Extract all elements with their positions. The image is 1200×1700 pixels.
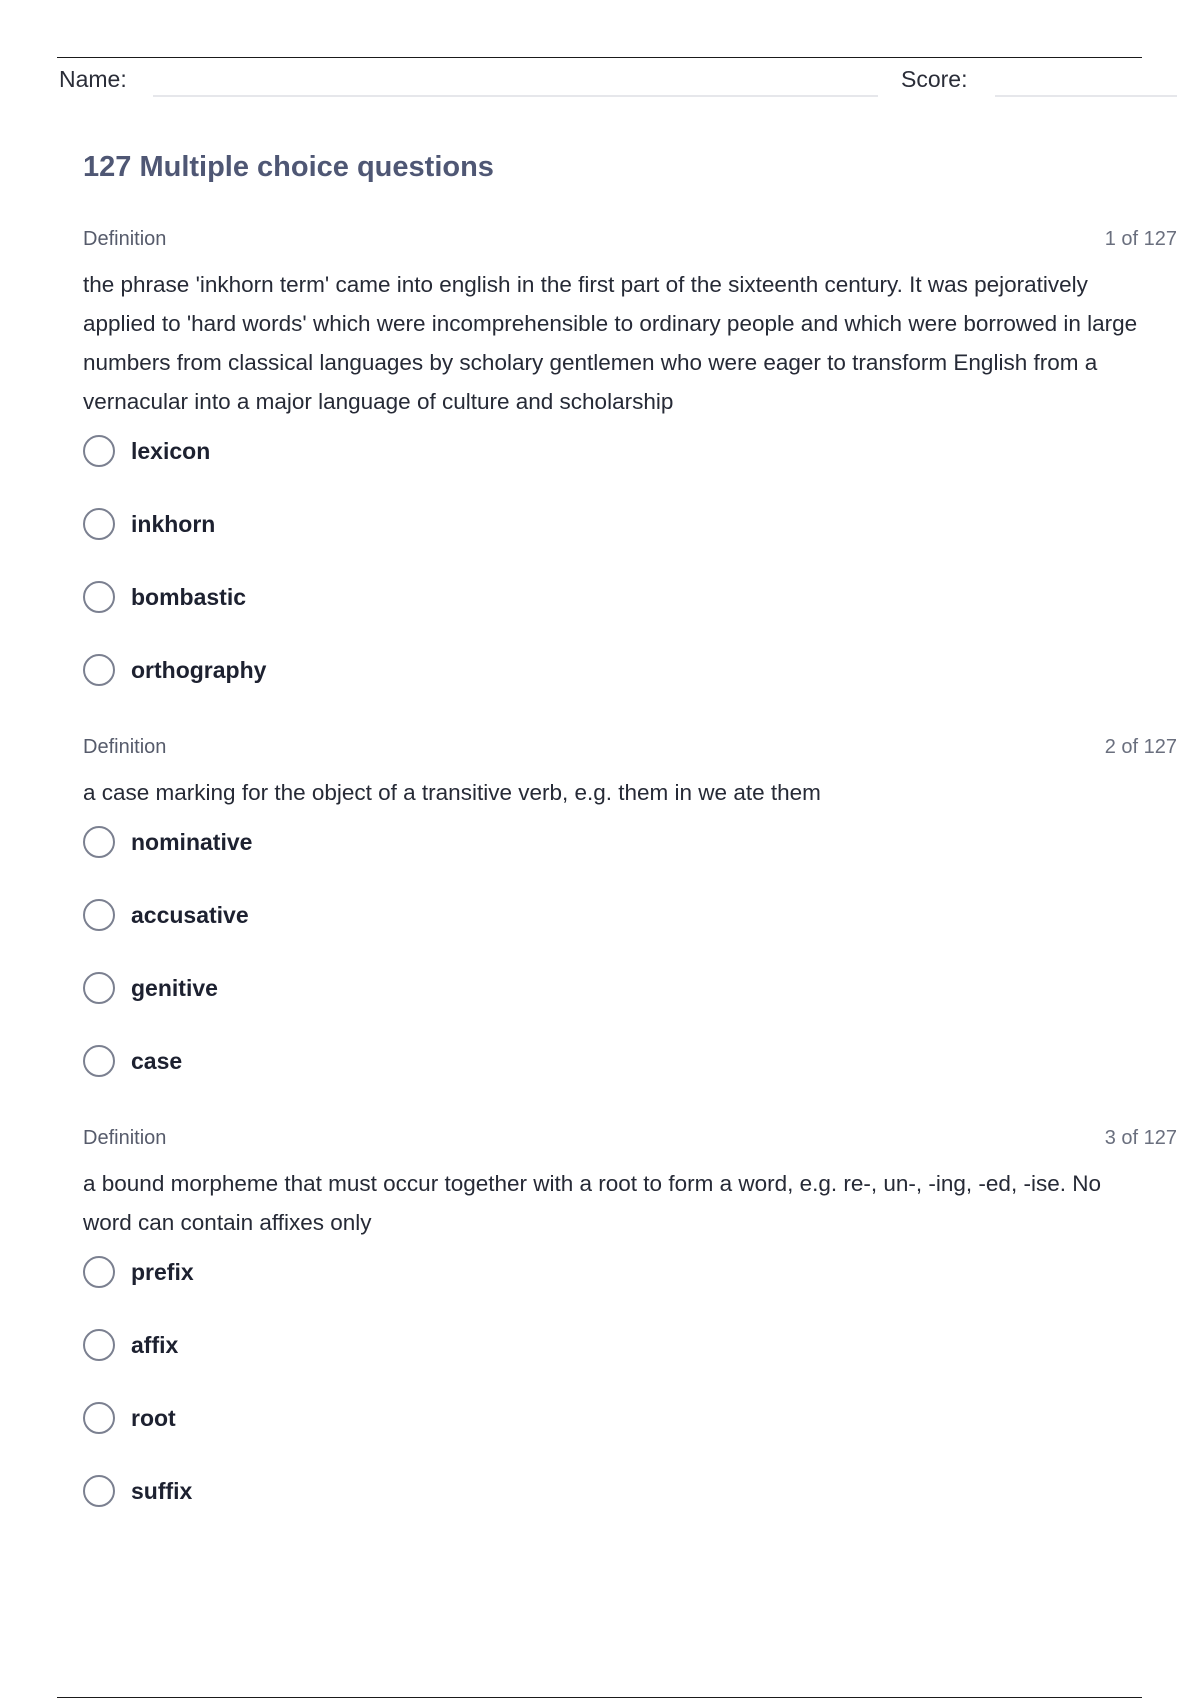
- option-label: genitive: [131, 975, 218, 1001]
- option-label: orthography: [131, 657, 267, 683]
- option-genitive[interactable]: [83, 972, 1177, 1045]
- option-bombastic[interactable]: [83, 581, 1177, 654]
- worksheet-header: [0, 64, 1200, 104]
- question-header: [83, 1127, 1177, 1153]
- option-label: bombastic: [131, 584, 247, 610]
- option-label: prefix: [131, 1259, 194, 1285]
- radio-icon[interactable]: [83, 899, 115, 931]
- question-header: [83, 228, 1177, 254]
- name-label: Name:: [59, 66, 127, 92]
- radio-icon[interactable]: [83, 1402, 115, 1434]
- question-text: a bound morpheme that must occur together with a root to form a word, e.g. re-, un-, -ing, -ed, -ise. No word can contain affixes only: [83, 1171, 1101, 1235]
- question-3: [83, 1127, 1177, 1548]
- radio-icon[interactable]: [83, 826, 115, 858]
- option-case[interactable]: [83, 1045, 1177, 1118]
- name-field-line[interactable]: [153, 95, 878, 97]
- bottom-divider: [57, 1697, 1142, 1698]
- radio-icon[interactable]: [83, 435, 115, 467]
- radio-icon[interactable]: [83, 508, 115, 540]
- question-2: [83, 736, 1177, 1118]
- question-counter: 2 of 127: [1104, 736, 1177, 758]
- option-label: root: [131, 1405, 176, 1431]
- option-lexicon[interactable]: [83, 435, 1177, 508]
- option-root[interactable]: [83, 1402, 1177, 1475]
- question-counter: 1 of 127: [1104, 228, 1177, 250]
- option-label: suffix: [131, 1478, 193, 1504]
- option-prefix[interactable]: [83, 1256, 1177, 1329]
- question-type: Definition: [83, 736, 167, 758]
- radio-icon[interactable]: [83, 654, 115, 686]
- question-text: a case marking for the object of a transitive verb, e.g. them in we ate them: [83, 780, 821, 805]
- option-list: [83, 1256, 1177, 1548]
- option-label: lexicon: [131, 438, 211, 464]
- option-affix[interactable]: [83, 1329, 1177, 1402]
- radio-icon[interactable]: [83, 1475, 115, 1507]
- radio-icon[interactable]: [83, 972, 115, 1004]
- option-orthography[interactable]: [83, 654, 1177, 727]
- top-divider: [57, 57, 1142, 58]
- option-label: case: [131, 1048, 183, 1074]
- option-inkhorn[interactable]: [83, 508, 1177, 581]
- option-label: inkhorn: [131, 511, 216, 537]
- option-accusative[interactable]: [83, 899, 1177, 972]
- question-counter: 3 of 127: [1104, 1127, 1177, 1149]
- question-type: Definition: [83, 1127, 167, 1149]
- question-text: the phrase 'inkhorn term' came into english in the first part of the sixteenth century. It was pejoratively applied to 'hard words' which were incomprehensible to ordinary people and which were borrowed in large numbers from classical languages by scholary gentlemen who were eager to transform English from a vernacular into a major language of culture and scholarship: [83, 272, 1138, 414]
- option-suffix[interactable]: [83, 1475, 1177, 1548]
- option-list: [83, 435, 1177, 727]
- option-label: accusative: [131, 902, 249, 928]
- question-1: [83, 228, 1177, 727]
- page-title: 127 Multiple choice questions: [83, 151, 494, 183]
- radio-icon[interactable]: [83, 1329, 115, 1361]
- score-label: Score:: [901, 66, 968, 92]
- radio-icon[interactable]: [83, 1256, 115, 1288]
- option-nominative[interactable]: [83, 826, 1177, 899]
- question-header: [83, 736, 1177, 762]
- question-type: Definition: [83, 228, 167, 250]
- option-label: affix: [131, 1332, 179, 1358]
- radio-icon[interactable]: [83, 581, 115, 613]
- score-field-line[interactable]: [995, 95, 1177, 97]
- radio-icon[interactable]: [83, 1045, 115, 1077]
- option-label: nominative: [131, 829, 253, 855]
- option-list: [83, 826, 1177, 1118]
